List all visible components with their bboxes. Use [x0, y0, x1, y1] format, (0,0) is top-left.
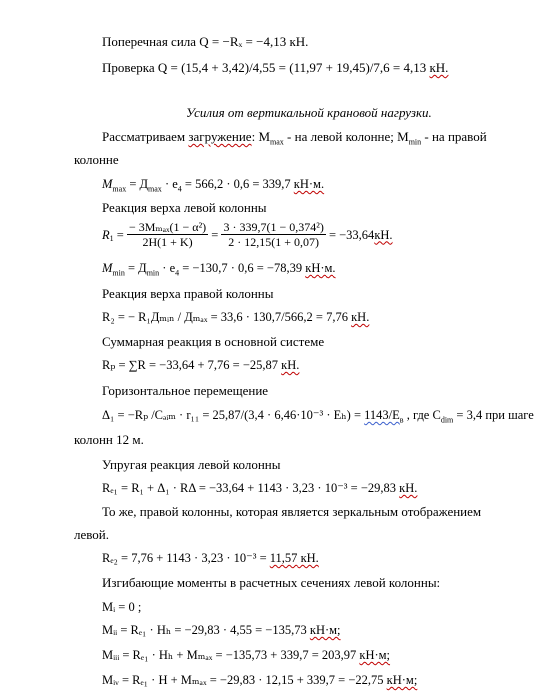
loading-text-d: - на левой колонне; M: [283, 129, 409, 144]
columns-12-text: колонн 12 м.: [74, 432, 144, 447]
loading-text-a: Рассматриваем: [102, 129, 189, 144]
loading-sub-min: min: [408, 137, 422, 147]
loading-sub-max: max: [270, 137, 284, 147]
r1-fraction-1: [127, 220, 208, 249]
mmin-mid: = Д: [124, 261, 147, 275]
rp-text: Rₚ = ∑R = −33,64 + 7,76 = −25,87: [102, 358, 282, 372]
mmin-eq: = −130,7 · 0,6 = −78,39: [179, 261, 306, 275]
re2-text: Rₑ₂ = 7,76 + 1143 · 3,23 · 10⁻³ =: [102, 551, 270, 565]
loading-text-e: - на правой: [421, 129, 487, 144]
re1-unit: кН.: [399, 481, 418, 495]
line-m3: [102, 647, 390, 663]
column-text: колонне: [74, 152, 119, 167]
line-r2: [102, 309, 369, 325]
mmax-sub: max: [112, 184, 127, 194]
right-mirror-text: То же, правой колонны, которая является зеркальным отображением: [102, 504, 482, 519]
left-reaction-title: Реакция верха левой колонны: [102, 200, 267, 215]
line-left: [74, 527, 109, 543]
sum-reaction-title: Суммарная реакция в основной системе: [102, 334, 325, 349]
mmin-sub2: min: [146, 268, 160, 278]
line-re1: [102, 480, 417, 496]
r1-eq-sign-2: =: [211, 227, 219, 242]
r2-text: R₂ = − R₁Дₘᵢₙ / Дₘₐₓ = 33,6 · 130,7/566,2 = 7,76: [102, 310, 352, 324]
m1-text: Mᵢ = 0 ;: [102, 600, 142, 614]
delta-dim-sub: dim: [440, 415, 454, 425]
re1-text: Rₑ₁ = R₁ + Δ₁ · RΔ = −33,64 + 1143 · 3,23 · 10⁻³ = −29,83: [102, 481, 400, 495]
r1-f1-den: 2H(1 + K): [142, 235, 193, 249]
r1-unit: кН.: [374, 227, 393, 242]
m2-text: Mᵢᵢ = Rₑ₁ · Hₕ = −29,83 · 4,55 = −135,73: [102, 623, 310, 637]
m3-text: Mᵢᵢᵢ = Rₑ₁ · Hₕ + Mₘₐₓ = −135,73 + 339,7 = 203,97: [102, 648, 360, 662]
delta-step: = 3,4 при шаге: [453, 408, 534, 422]
line-column: [74, 152, 119, 168]
r1-fraction-2: [221, 220, 325, 249]
r1-eq-sign: =: [116, 227, 124, 242]
line-right-mirror: [102, 504, 481, 520]
right-reaction-title: Реакция верха правой колонны: [102, 286, 274, 301]
line-mmin: [102, 260, 336, 282]
m4-text: Mᵢᵥ = Rₑ₁ · H + Mₘₐₓ = −29,83 · 12,15 + 339,7 = −22,75: [102, 673, 387, 687]
mmin-rest: · e: [159, 261, 176, 275]
delta-value: 1143/E: [364, 408, 400, 422]
line-right-reaction-title: [102, 286, 274, 302]
mmax-unit: кН·м.: [293, 177, 325, 191]
line-m2: [102, 622, 341, 638]
r1-f1-num: − 3Mₘₐₓ(1 − α²): [128, 220, 207, 234]
m4-unit: кН·м;: [386, 673, 418, 687]
re2-value: 11,57: [269, 551, 298, 565]
delta-where: , где C: [403, 408, 441, 422]
line-delta: [102, 407, 534, 429]
line-re2: [102, 550, 319, 566]
line-moments-title: [102, 575, 440, 591]
r1-f2-den: 2 · 12,15(1 + 0,07): [228, 235, 320, 249]
mmin-unit: кН·м.: [305, 261, 336, 275]
mmin-sub: min: [112, 268, 125, 278]
mmax-rest: · e: [161, 177, 178, 191]
line-loading: [102, 129, 487, 151]
mmax-eq: = 566,2 · 0,6 = 339,7: [181, 177, 294, 191]
mmax-mid: = Д: [126, 177, 149, 191]
left-text: левой.: [74, 527, 110, 542]
r1-sub: 1: [109, 233, 114, 243]
loading-text-c: : M: [251, 129, 270, 144]
line-displacement-title: [102, 383, 268, 399]
r2-unit: кН.: [351, 310, 370, 324]
line-m4: [102, 672, 417, 688]
delta-text: Δ₁ = −Rₚ /Cₔᵢₘ · r₁₁ = 25,87/(3,4 · 6,46·10⁻³ · Eₕ) =: [102, 408, 365, 422]
section-heading: [186, 105, 432, 121]
line-left-reaction-title: [102, 200, 267, 216]
re2-unit: кН.: [297, 551, 319, 565]
mmax-m: M: [102, 177, 113, 191]
line-rp: [102, 357, 299, 373]
m3-unit: кН·м;: [359, 648, 391, 662]
line-check: [102, 60, 448, 76]
line-sum-reaction-title: [102, 334, 324, 350]
loading-word: загружение: [188, 129, 252, 144]
r1-result: = −33,64: [328, 227, 375, 242]
displacement-title: Горизонтальное перемещение: [102, 383, 269, 398]
check-text: Проверка Q = (15,4 + 3,42)/4,55 = (11,97 + 19,45)/7,6 = 4,13: [102, 60, 430, 75]
mmin-m: M: [102, 261, 113, 275]
line-r1-formula: [102, 220, 393, 249]
heading-text: Усилия от вертикальной крановой нагрузки.: [186, 105, 432, 120]
check-unit: кН.: [429, 60, 449, 75]
r1-f2-num: 3 · 339,7(1 − 0,374²): [223, 220, 324, 234]
line-elastic-left-title: [102, 457, 280, 473]
r1-symbol: R: [102, 227, 110, 242]
line-columns-12: [74, 432, 144, 448]
rp-unit: кН.: [281, 358, 300, 372]
moments-title: Изгибающие моменты в расчетных сечениях левой колонны:: [102, 575, 441, 590]
line-m1: [102, 599, 141, 615]
line-mmax: [102, 176, 324, 198]
m2-unit: кН·м;: [309, 623, 341, 637]
line-shear-force: [102, 34, 308, 50]
mmax-sub2: max: [148, 184, 162, 194]
mmin-sub3: 4: [175, 268, 180, 278]
delta-sub: в: [399, 415, 404, 425]
elastic-left-title: Упругая реакция левой колонны: [102, 457, 281, 472]
shear-force-text: Поперечная сила Q = −Rₓ = −4,13 кН.: [102, 34, 309, 49]
mmax-sub3: 4: [177, 184, 182, 194]
